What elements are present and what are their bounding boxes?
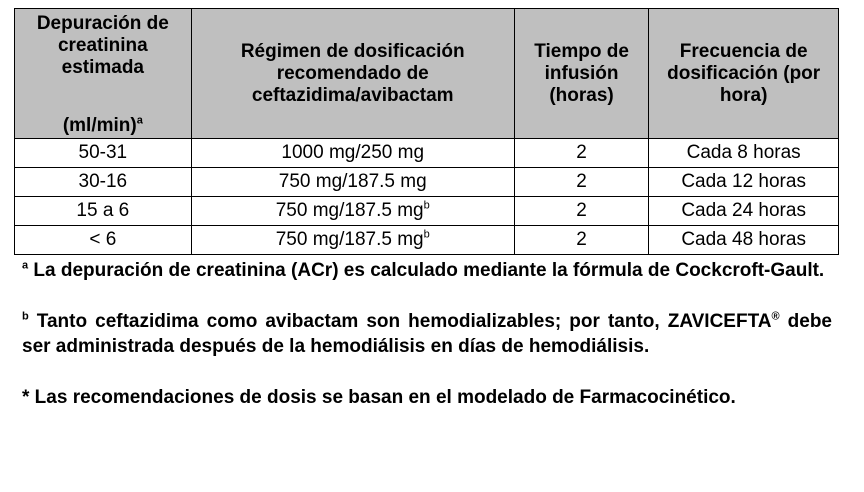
header-creatinine-clearance-unit [15,115,191,137]
footnote-b-text-2: debe ser administrada después de la hemodiálisis en días de hemodiálisis. [22,311,832,357]
table-row [15,197,839,226]
cell-infusion: 2 [514,197,648,226]
cell-dose [191,168,514,197]
header-dosing-frequency: Frecuencia de dosificación (por hora) [649,9,839,139]
footnote-b-marker: b [22,310,29,323]
footnote-star: * Las recomendaciones de dosis se basan en el modelado de Farmacocinético. [22,387,736,408]
footnote-a [22,258,832,283]
dose-text: 750 mg/187.5 mg [275,229,424,250]
cell-clearance: < 6 [15,226,192,255]
dose-footnote: b [423,228,430,241]
footnote-a-marker: a [22,259,29,272]
cell-dose [191,139,514,168]
cell-infusion: 2 [514,168,648,197]
header-creatinine-clearance-label: Depuración de creatinina estimada [36,13,169,78]
footnotes [22,258,832,410]
table-row [15,168,839,197]
cell-frequency: Cada 8 horas [649,139,839,168]
footnote-a-text: La depuración de creatinina (ACr) es calculado mediante la fórmula de Cockcroft-Gault. [33,260,825,281]
footnote-b [22,309,832,359]
cell-clearance: 30-16 [15,168,192,197]
cell-dose [191,197,514,226]
header-infusion-time: Tiempo de infusión (horas) [514,9,648,139]
cell-clearance: 15 a 6 [15,197,192,226]
table-header-row [15,9,839,139]
dose-text: 1000 mg/250 mg [281,142,425,163]
registered-mark: ® [771,310,780,323]
footnote-b-text-1: Tanto ceftazidima como avibactam son hemodializables; por tanto, ZAVICEFTA [36,311,772,332]
cell-dose [191,226,514,255]
cell-frequency: Cada 12 horas [649,168,839,197]
table-row [15,139,839,168]
cell-infusion: 2 [514,139,648,168]
header-dosing-regimen: Régimen de dosificación recomendado de ceftazidima/avibactam [191,9,514,139]
unit-text: (ml/min) [62,115,137,136]
cell-clearance: 50-31 [15,139,192,168]
cell-frequency: Cada 48 horas [649,226,839,255]
cell-infusion: 2 [514,226,648,255]
table-row [15,226,839,255]
dose-text: 750 mg/187.5 mg [278,171,427,192]
dosing-table [14,8,839,255]
dose-text: 750 mg/187.5 mg [275,200,424,221]
footnote-marker-a: a [136,114,143,127]
dose-footnote: b [423,199,430,212]
cell-frequency: Cada 24 horas [649,197,839,226]
header-creatinine-clearance [15,9,192,139]
